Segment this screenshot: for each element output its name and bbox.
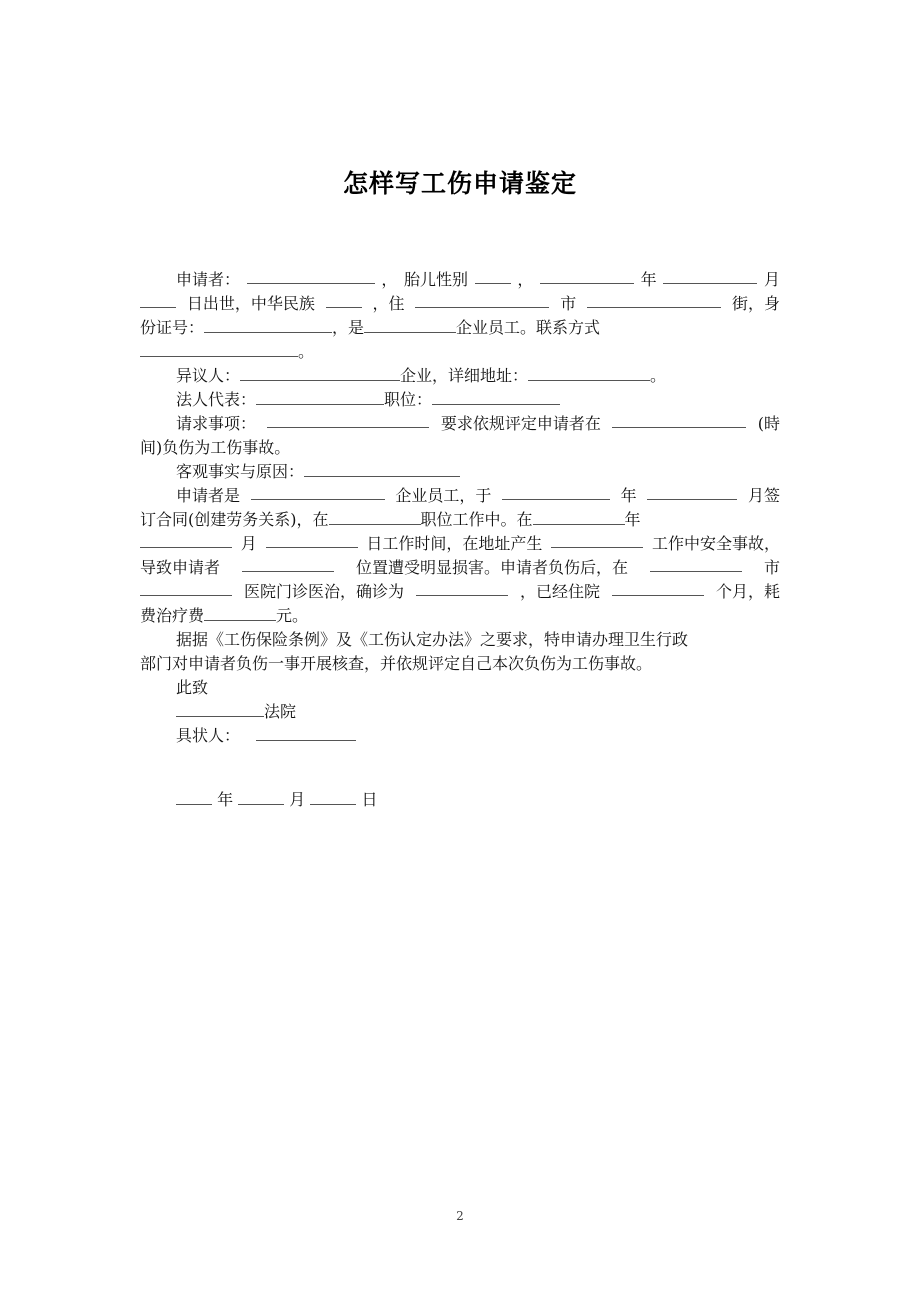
- text-segment: ，住: [372, 294, 405, 313]
- blank-field[interactable]: [647, 484, 737, 500]
- blank-field[interactable]: [310, 789, 356, 805]
- text-segment: 异议人：: [176, 366, 241, 385]
- text-segment: 市: [763, 558, 780, 577]
- text-line: [140, 460, 780, 484]
- blank-field[interactable]: [416, 580, 508, 596]
- text-line: [140, 508, 780, 532]
- page-title: 怎样写工伤申请鉴定: [342, 169, 577, 198]
- blank-field[interactable]: [364, 317, 456, 333]
- text-segment: 月: [240, 534, 257, 553]
- text-segment: 医院门诊医治，确诊为: [243, 582, 404, 601]
- blank-field[interactable]: [475, 268, 511, 284]
- blank-field[interactable]: [240, 365, 400, 381]
- text-segment: 法院: [264, 702, 297, 721]
- blank-field[interactable]: [540, 268, 634, 284]
- blank-field[interactable]: [204, 605, 276, 621]
- text-segment: 费治疗费: [140, 606, 205, 625]
- text-segment: 部门对申请者负伤一事开展核查，并依规评定自己本次负伤为工伤事故。: [140, 654, 653, 673]
- date-line: [140, 788, 780, 812]
- blank-field[interactable]: [612, 580, 704, 596]
- text-line: [140, 724, 780, 748]
- text-line: [140, 484, 780, 508]
- text-segment: 此致: [176, 678, 209, 697]
- text-segment: 年: [640, 270, 657, 289]
- text-line: [140, 388, 780, 412]
- text-line: [140, 628, 780, 652]
- text-segment: 月签: [747, 486, 780, 505]
- blank-field[interactable]: [329, 509, 421, 525]
- blank-field[interactable]: [140, 580, 232, 596]
- text-segment: 胎儿性别: [404, 270, 469, 289]
- text-segment: 街，身: [731, 294, 780, 313]
- blank-field[interactable]: [432, 389, 560, 405]
- text-line: [140, 436, 780, 460]
- blank-field[interactable]: [533, 509, 625, 525]
- text-segment: 日出世，中华民族: [186, 294, 315, 313]
- blank-field[interactable]: [267, 412, 429, 428]
- text-line: [140, 412, 780, 436]
- text-line: [140, 700, 780, 724]
- blank-field[interactable]: [140, 292, 176, 308]
- text-segment: 导致申请者: [140, 558, 221, 577]
- blank-field[interactable]: [140, 341, 298, 357]
- blank-field[interactable]: [251, 484, 385, 500]
- text-line: [140, 652, 780, 676]
- spacer: [140, 748, 780, 788]
- text-segment: 申请者：: [176, 270, 241, 289]
- blank-field[interactable]: [238, 789, 284, 805]
- text-segment: 日工作时间，在地址产生: [366, 534, 543, 553]
- text-segment: 年: [620, 486, 637, 505]
- blank-field[interactable]: [415, 292, 549, 308]
- text-line: [140, 316, 780, 340]
- document-body: [140, 268, 780, 812]
- text-segment: 工作中安全事故，: [651, 534, 780, 553]
- blank-field[interactable]: [140, 532, 232, 548]
- text-segment: 法人代表：: [176, 390, 257, 409]
- text-segment: 日: [361, 790, 378, 809]
- text-segment: 职位：: [384, 390, 433, 409]
- page-number: 2: [456, 1209, 464, 1223]
- blank-field[interactable]: [326, 292, 362, 308]
- text-segment: 间)负伤为工伤事故。: [140, 438, 291, 457]
- text-line: [140, 556, 780, 580]
- text-segment: 客观事实与原因：: [176, 462, 305, 481]
- blank-field[interactable]: [587, 292, 721, 308]
- blank-field[interactable]: [256, 725, 356, 741]
- text-segment: 订合同(创建劳务关系)，在: [140, 510, 329, 529]
- text-segment: 企业员工，于: [395, 486, 492, 505]
- blank-field[interactable]: [304, 461, 460, 477]
- text-segment: 企业，详细地址：: [400, 366, 529, 385]
- blank-field[interactable]: [256, 389, 384, 405]
- text-line: [140, 532, 780, 556]
- text-segment: 市: [560, 294, 577, 313]
- text-segment: 月: [289, 790, 306, 809]
- text-segment: 职位工作中。在: [420, 510, 533, 529]
- text-segment: 元。: [276, 606, 309, 625]
- text-segment: 位置遭受明显损害。申请者负伤后，在: [355, 558, 628, 577]
- blank-field[interactable]: [204, 317, 332, 333]
- text-segment: 据据《工伤保险条例》及《工伤认定办法》之要求，特申请办理卫生行政: [176, 630, 689, 649]
- text-segment: ，已经住院: [519, 582, 600, 601]
- text-segment: 个月，耗: [715, 582, 780, 601]
- blank-field[interactable]: [266, 532, 358, 548]
- blank-field[interactable]: [502, 484, 610, 500]
- blank-field[interactable]: [551, 532, 643, 548]
- text-segment: 年: [624, 510, 641, 529]
- text-line: [140, 268, 780, 292]
- text-line: [140, 580, 780, 604]
- blank-field[interactable]: [528, 365, 650, 381]
- text-segment: (時: [757, 414, 780, 433]
- text-segment: 年: [217, 790, 234, 809]
- text-segment: 。: [650, 366, 667, 385]
- blank-field[interactable]: [242, 556, 334, 572]
- blank-field[interactable]: [663, 268, 757, 284]
- text-line: [140, 340, 780, 364]
- text-line: [140, 364, 780, 388]
- text-segment: ，是: [332, 318, 365, 337]
- blank-field[interactable]: [176, 789, 212, 805]
- text-line: [140, 292, 780, 316]
- text-segment: ，: [517, 270, 534, 289]
- text-line: [140, 604, 780, 628]
- text-segment: 份证号：: [140, 318, 205, 337]
- text-line: [140, 676, 780, 700]
- blank-field[interactable]: [176, 701, 264, 717]
- text-segment: 月: [763, 270, 780, 289]
- blank-field[interactable]: [650, 556, 742, 572]
- text-segment: 。: [298, 342, 315, 361]
- text-segment: 请求事项：: [176, 414, 257, 433]
- blank-field[interactable]: [612, 412, 746, 428]
- text-segment: 要求依规评定申请者在: [440, 414, 601, 433]
- text-segment: ，: [381, 270, 398, 289]
- text-segment: 具状人：: [176, 726, 241, 745]
- text-segment: 企业员工。联系方式: [456, 318, 601, 337]
- blank-field[interactable]: [247, 268, 375, 284]
- text-segment: 申请者是: [176, 486, 241, 505]
